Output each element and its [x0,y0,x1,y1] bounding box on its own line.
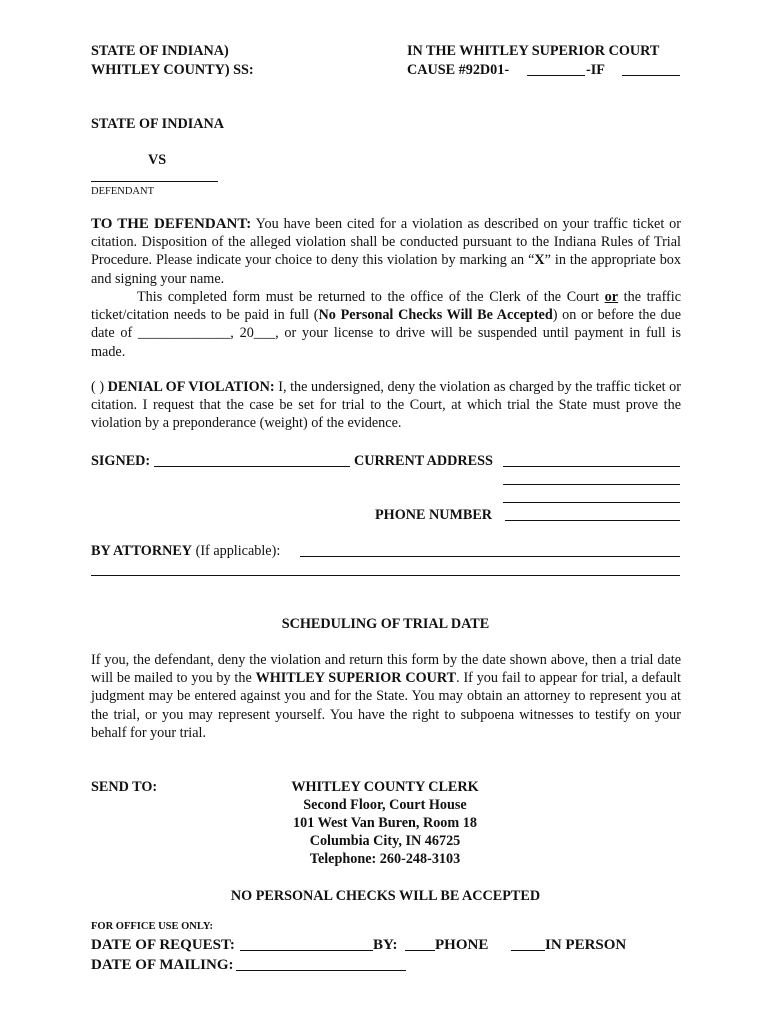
versus-label: VS [148,152,167,168]
by-attorney-label: BY ATTORNEY [91,543,193,559]
by-label: BY: [373,937,398,953]
date-of-mailing-label: DATE OF MAILING: [91,957,234,973]
attorney-line-2[interactable] [91,575,680,576]
x-mark: X [534,252,545,269]
phone-check-line[interactable] [405,950,435,951]
caption-county: WHITLEY COUNTY) SS: [91,62,254,78]
scheduling-heading: SCHEDULING OF TRIAL DATE [281,616,490,632]
phone-option-label: PHONE [435,937,489,953]
clerk-street: 101 West Van Buren, Room 18 [293,815,477,831]
signature-line[interactable] [154,466,350,467]
or-emphasis: or [604,289,619,305]
scheduling-text-a: If you, the defendant, deny the violation and return this form by the date shown above, then a trial date will be mailed to you by the [91,652,681,687]
by-attorney-row [91,542,280,560]
denial-paragraph [91,378,681,433]
attorney-line-1[interactable] [300,556,680,557]
return-paragraph [91,288,681,361]
date-of-request-line[interactable] [240,950,373,951]
court-name: IN THE WHITLEY SUPERIOR COURT [407,43,660,59]
defendant-name-line[interactable] [91,181,218,182]
denial-checkbox[interactable]: ( ) [91,379,105,395]
no-checks-notice: NO PERSONAL CHECKS WILL BE ACCEPTED [230,888,541,904]
clerk-phone: Telephone: 260-248-3103 [309,851,461,867]
clerk-name: WHITLEY COUNTY CLERK [291,779,479,795]
address-line-3[interactable] [503,502,680,503]
phone-number-label: PHONE NUMBER [375,507,493,523]
intro-text-end: ” in the appropriate box and signing your name. [91,252,681,287]
court-name-inline: WHITLEY SUPERIOR COURT [255,670,457,687]
date-of-mailing-line[interactable] [236,970,406,971]
phone-number-line[interactable] [505,520,680,521]
scheduling-paragraph [91,651,681,742]
clerk-city: Columbia City, IN 46725 [309,833,461,849]
intro-text: You have been cited for a violation as described on your traffic ticket or citation. Disposition of the alleged violation shall be conducted pursuant to the Indiana Rules of Trial Procedure. Please indicate your choice to deny this violation by marking an “ [91,216,681,269]
no-checks-inline: No Personal Checks Will Be Accepted [318,307,553,324]
current-address-label: CURRENT ADDRESS [354,453,493,469]
caption-state: STATE OF INDIANA) [91,43,229,59]
intro-paragraph [91,215,681,288]
state-party: STATE OF INDIANA [91,116,224,132]
clerk-floor: Second Floor, Court House [303,797,467,813]
date-of-request-label: DATE OF REQUEST: [91,937,235,953]
cause-number-blank[interactable] [527,75,585,76]
in-person-option-label: IN PERSON [545,937,627,953]
cause-number-prefix: CAUSE #92D01- [407,62,510,78]
cause-if-blank[interactable] [622,75,680,76]
return-text-b: the traffic ticket/citation needs to be paid in full ( [91,289,681,324]
cause-number-suffix: -IF [586,62,605,78]
denial-lead: DENIAL OF VIOLATION: [107,379,275,395]
return-text-a: This completed form must be returned to the office of the Clerk of the Court [137,289,605,305]
defendant-label: DEFENDANT [91,186,154,197]
office-use-label: FOR OFFICE USE ONLY: [91,921,214,932]
address-line-2[interactable] [503,484,680,485]
send-to-label: SEND TO: [91,779,158,795]
if-applicable-note: (If applicable): [192,543,281,559]
denial-text: I, the undersigned, deny the violation as charged by the traffic ticket or citation. I request that the case be set for trial to the Court, at which trial the State must prove the violation by a preponderance (weight) of the evidence. [91,379,681,432]
address-line-1[interactable] [503,466,680,467]
intro-lead: TO THE DEFENDANT: [91,216,252,232]
signed-label: SIGNED: [91,453,151,469]
return-text-c: ) on or before the due date of _____________, 20___, or your license to drive will be suspended until payment in full is made. [91,307,682,360]
scheduling-text-b: . If you fail to appear for trial, a default judgment may be entered against you and for the State. You may obtain an attorney to represent you at the trial, or you may represent yourself. You have the right to subpoena witnesses to testify on your behalf for your trial. [91,670,682,741]
in-person-check-line[interactable] [511,950,545,951]
